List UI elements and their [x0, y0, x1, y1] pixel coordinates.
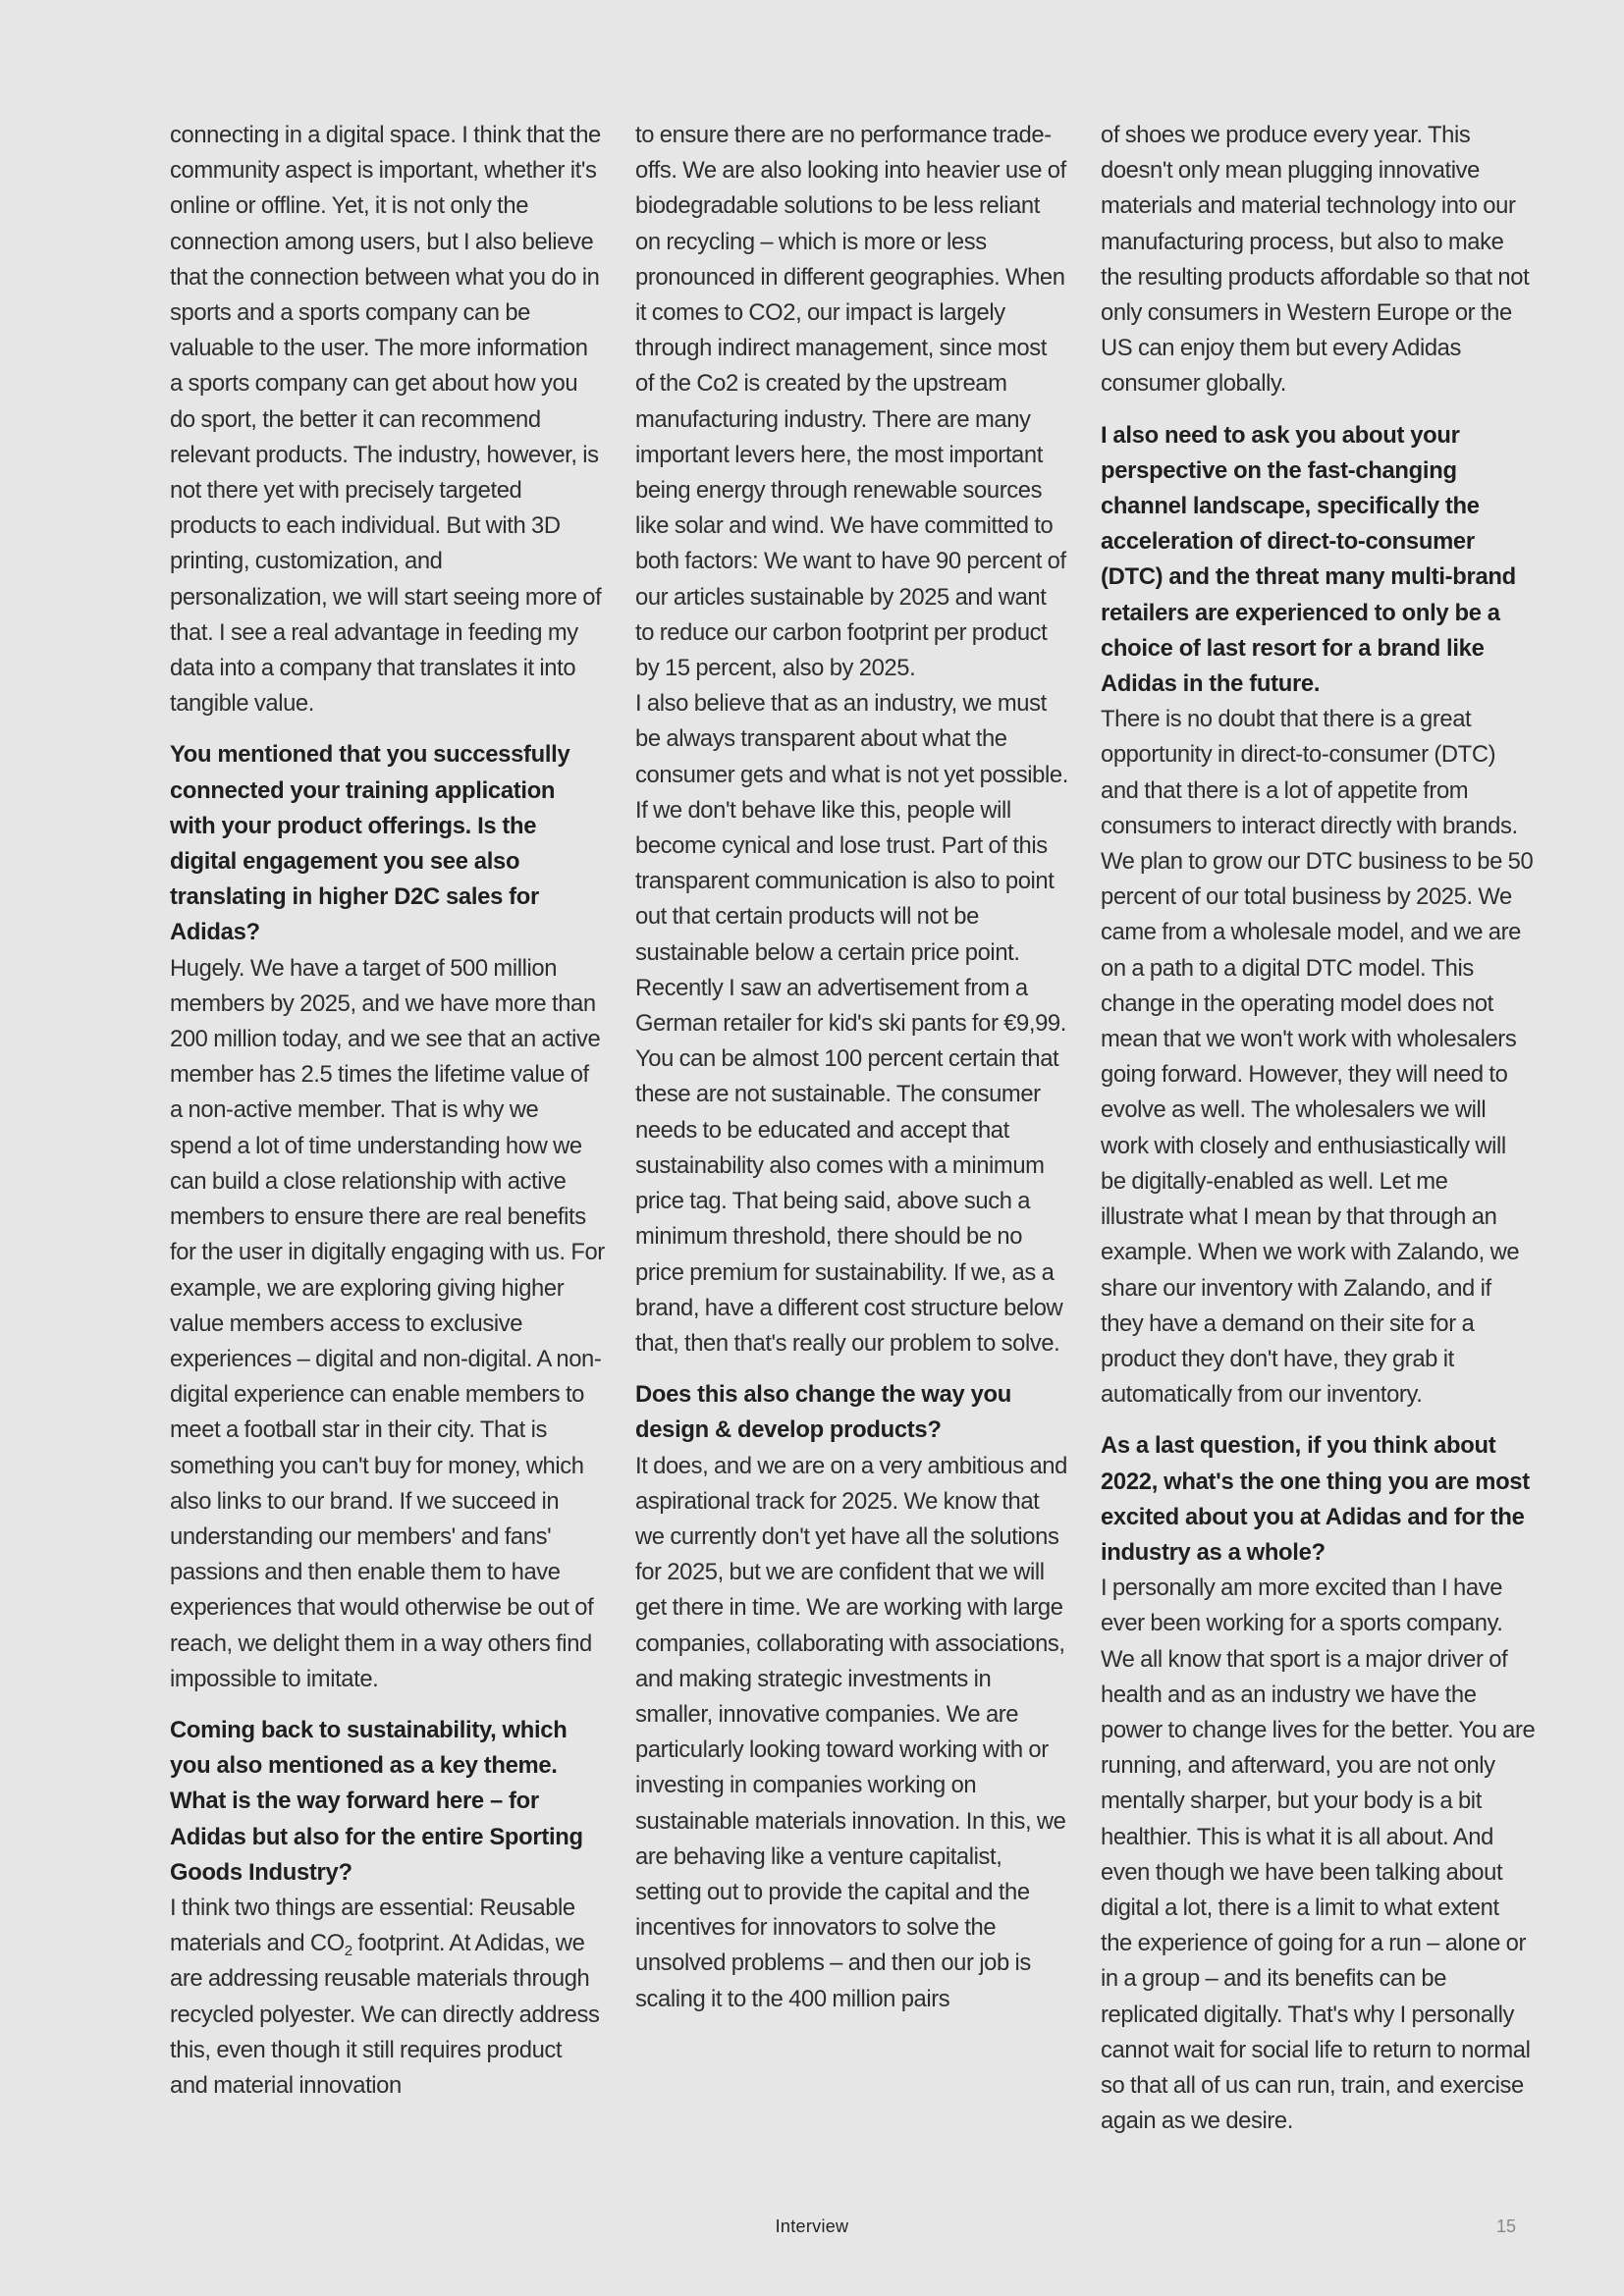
interview-question: You mentioned that you successfully connected your training application with your product offerings. Is the digital engagement you see also translating in higher D2C sales for Adidas? [170, 741, 570, 946]
text-run: footprint. At Adidas, we are addressing reusable materials through recycled polyester. We can directly address this, even though it still requires product and material innovation [170, 1930, 600, 2099]
paragraph: to ensure there are no performance trade-offs. We are also looking into heavier use of biodegradable solutions to be less reliant on recycling – which is more or less pronounced in different geographies. When it comes to CO2, our impact is largely through indirect management, since most of the Co2 is created by the upstream manufacturing industry. There are many important levers here, the most important being energy through renewable sources like solar and wind. We have committed to both factors: We want to have 90 percent of our articles sustainable by 2025 and want to reduce our carbon footprint per product by 15 percent, also by 2025. [635, 122, 1066, 682]
paragraph: connecting in a digital space. I think that the community aspect is important, whether it's online or offline. Yet, it is not only the connection among users, but I also believe that the connection between what you do in sports and a sports company can be valuable to the user. The more information a sports company can get about how you do sport, the better it can recommend relevant products. The industry, however, is not there yet with precisely targeted products to each individual. But with 3D printing, customization, and personalization, we will start seeing more of that. I see a real advantage in feeding my data into a company that translates it into tangible value. [170, 122, 602, 718]
paragraph: of shoes we produce every year. This doesn't only mean plugging innovative materials and material technology into our manufacturing process, but also to make the resulting products affordable so that not only consumers in Western Europe or the US can enjoy them but every Adidas consumer globally. [1101, 122, 1530, 398]
interview-question: As a last question, if you think about 2022, what's the one thing you are most excited about you at Adidas and for the industry as a whole? [1101, 1432, 1530, 1566]
page-number: 15 [1495, 2216, 1516, 2236]
paragraph: Hugely. We have a target of 500 million members by 2025, and we have more than 200 million today, and we see that an active member has 2.5 times the lifetime value of a non-active member. That is why we spend a lot of time understanding how we can build a close relationship with active members to ensure there are real benefits for the user in digitally engaging with us. For example, we are exploring giving higher value members access to exclusive experiences – digital and non-digital. A non-digital experience can enable members to meet a football star in their city. That is something you can't buy for money, which also links to our brand. If we succeed in understanding our members' and fans' passions and then enable them to have experiences that would otherwise be out of reach, we delight them in a way others find impossible to imitate. [170, 954, 605, 1692]
paragraph: I also believe that as an industry, we must be always transparent about what the consumer gets and what is not yet possible. If we don't behave like this, people will become cynical and lose trust. Part of this transparent communication is also to point out that certain products will not be sustainable below a certain price point. Recently I saw an advertisement from a German retailer for kid's ski pants for €9,99. You can be almost 100 percent certain that these are not sustainable. The consumer needs to be educated and accept that sustainability also comes with a minimum price tag. That being said, above such a minimum threshold, there should be no price premium for sustainability. If we, as a brand, have a different cost structure below that, then that's really our problem to solve. [635, 690, 1068, 1357]
paragraph: There is no doubt that there is a great opportunity in direct-to-consumer (DTC) and that there is a lot of appetite from consumers to interact directly with brands. We plan to grow our DTC business to be 50 percent of our total business by 2025. We came from a wholesale model, and we are on a path to a digital DTC model. This change in the operating model does not mean that we won't work with wholesalers going forward. However, they will need to evolve as well. The wholesalers we will work with closely and enthusiastically will be digitally-enabled as well. Let me illustrate what I mean by that through an example. When we work with Zalando, we share our inventory with Zalando, and if they have a demand on their site for a product they don't have, they grab it automatically from our inventory. [1101, 706, 1534, 1409]
paragraph: It does, and we are on a very ambitious and aspirational track for 2025. We know that we currently don't yet have all the solutions for 2025, but we are confident that we will get there in time. We are working with large companies, collaborating with associations, and making strategic investments in smaller, innovative companies. We are particularly looking toward working with or investing in companies working on sustainable materials innovation. In this, we are behaving like a venture capitalist, setting out to provide the capital and the incentives for innovators to solve the unsolved problems – and then our job is scaling it to the 400 million pairs [635, 1452, 1067, 2012]
footer-section-label: Interview [775, 2216, 849, 2236]
article-columns [170, 118, 1535, 2150]
paragraph: I personally am more excited than I have ever been working for a sports company. We all know that sport is a major driver of health and as an industry we have the power to change lives for the better. You are running, and afterward, you are not only mentally sharper, but your body is a bit healthier. This is what it is all about. And even though we have been talking about digital a lot, there is a limit to what extent the experience of going for a run – alone or in a group – and its benefits can be replicated digitally. That's why I personally cannot wait for social life to return to normal so that all of us can run, train, and exercise again as we desire. [1101, 1575, 1536, 2135]
interview-question: Does this also change the way you design & develop products? [635, 1381, 1011, 1444]
interview-question: I also need to ask you about your perspective on the fast-changing channel landscape, specifically the acceleration of direct-to-consumer (DTC) and the threat many multi-brand retailers are experienced to only be a choice of last resort for a brand like Adidas in the future. [1101, 421, 1516, 698]
subscript: 2 [344, 1943, 352, 1960]
column-1 [170, 118, 605, 2150]
paragraph [170, 1891, 605, 2104]
column-2 [635, 118, 1070, 2150]
interview-question: Coming back to sustainability, which you also mentioned as a key theme. What is the way forward here – for Adidas but also for the entire Sporting Goods Industry? [170, 1716, 583, 1886]
text-run: I think two things are essential: Reusable materials and CO [170, 1894, 575, 1957]
column-3 [1101, 118, 1536, 2150]
